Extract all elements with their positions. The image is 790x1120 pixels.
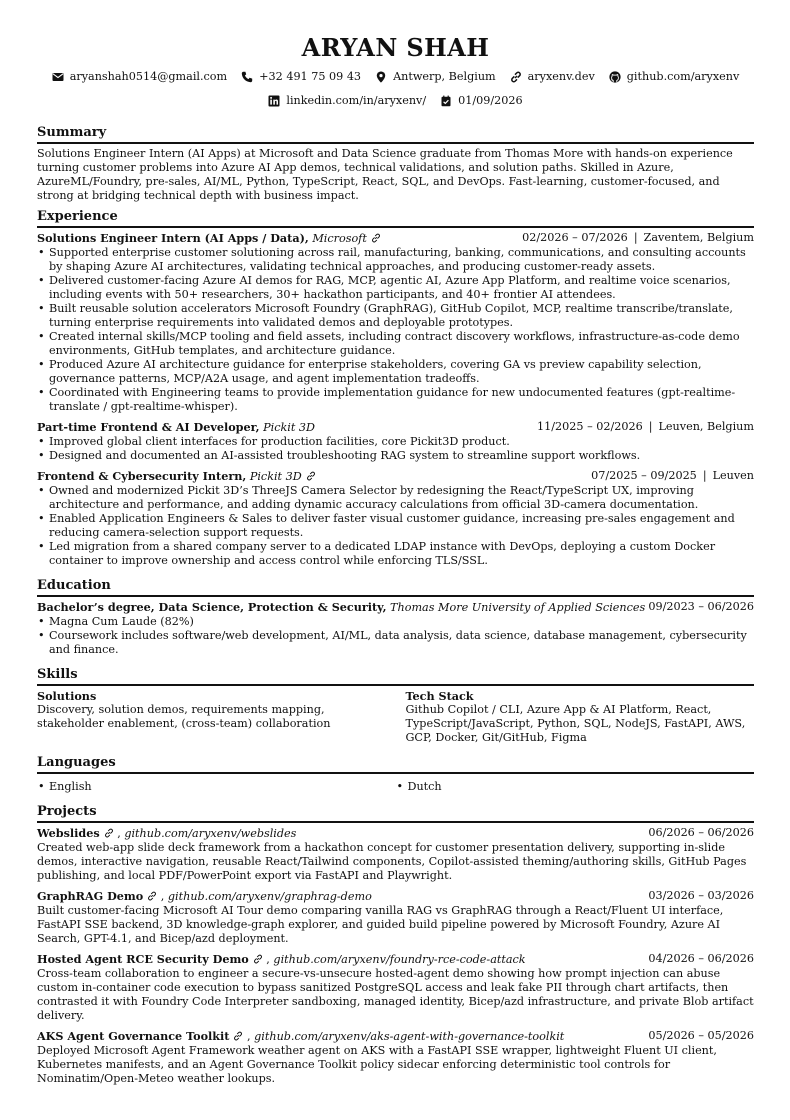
project-name: AKS Agent Governance Toolkit <box>37 1029 230 1043</box>
list-item: • Designed and documented an AI-assisted troubleshooting RAG system to streamline support workflows. <box>49 449 754 463</box>
contact-location <box>375 65 496 89</box>
calendar-icon <box>440 95 452 107</box>
projects-heading: Projects <box>37 804 754 823</box>
list-item: • Created internal skills/MCP tooling and field assets, including contract discovery workflows, infrastructure-as-code demo environments, GitHub templates, and architecture guidance. <box>49 330 754 358</box>
skills-subheading: Solutions <box>37 689 97 703</box>
contact-phone-text: +32 491 75 09 43 <box>259 70 362 83</box>
experience-entry: Solutions Engineer Intern (AI Apps / Data), Microsoft 02/2026 – 07/2026 | Zaventem, Belgium • Supported enterprise customer solutioning across rail, manufacturing, banking, communications, and consulting accounts by shaping Azure AI architectures, validating technical approaches, and producing customer-ready assets. • Delivered customer-facing Azure AI demos for RAG, MCP, agentic AI, Azure App Platform, and realtime voice scenarios, including events with 50+ researchers, 30+ hackathon participants, and 40+ frontier AI attendees. • Built reusable solution accelerators Microsoft Foundry (GraphRAG), GitHub Copilot, MCP, realtime transcribe/translate, turning enterprise requirements into validated demos and deployable prototypes. • Created internal skills/MCP tooling and field assets, including contract discovery workflows, infrastructure-as-code demo environments, GitHub templates, and architecture guidance. • Produced Azure AI architecture guidance for enterprise stakeholders, covering GA vs preview capability selection, governance patterns, MCP/A2A usage, and agent implementation tradeoffs. • Coordinated with Engineering teams to provide implementation guidance for new undocumented features (gpt-realtime-translate / gpt-realtime-whisper). <box>37 231 754 414</box>
project-dates: 05/2026 – 05/2026 <box>648 1029 754 1042</box>
skills-subheading: Tech Stack <box>405 689 474 703</box>
skills-section <box>37 667 754 745</box>
job-title: Frontend & Cybersecurity Intern, <box>37 469 247 483</box>
list-item: • Improved global client interfaces for production facilities, core Pickit3D product. <box>49 435 754 449</box>
skills-text: Discovery, solution demos, requirements mapping, stakeholder enablement, (cross-team) collaboration <box>37 703 331 730</box>
project-dates: 03/2026 – 03/2026 <box>648 889 754 902</box>
project-description: Deployed Microsoft Agent Framework weather agent on AKS with a FastAPI SSE wrapper, lightweight Fluent UI client, Kubernetes manifests, and an Agent Governance Toolkit policy sidecar enforcing deterministic tool controls for Nominatim/Open-Meteo weather lookups. <box>37 1044 717 1085</box>
list-item: • Magna Cum Laude (82%) <box>49 615 754 629</box>
project-url[interactable]: github.com/aryxenv/webslides <box>124 827 297 840</box>
contact-linkedin-text: linkedin.com/in/aryxenv/ <box>286 94 427 107</box>
project-entry: Webslides , github.com/aryxenv/webslides 06/2026 – 06/2026 Created web-app slide deck framework from a hackathon concept for customer presentation delivery, supporting in-slide demos, interactive navigation, reusable React/Tailwind components, Copilot-assisted theming/authoring skills, GitHub Pages publishing, and local PDF/PowerPoint export via FastAPI and Playwright. <box>37 826 754 882</box>
email-icon <box>52 71 64 83</box>
contact-linkedin[interactable] <box>268 89 426 113</box>
projects-section <box>37 804 754 1086</box>
contact-date <box>440 89 522 113</box>
job-bullets <box>37 246 754 414</box>
project-url[interactable]: github.com/aryxenv/foundry-rce-code-attack <box>273 953 526 966</box>
project-entry: Hosted Agent RCE Security Demo , github.com/aryxenv/foundry-rce-code-attack 04/2026 – 06/2026 Cross-team collaboration to engineer a secure-vs-unsecure hosted-agent demo showing how prompt injection can abuse custom in-container code execution to bypass sanitized PostgreSQL access and leak fake PII through chart artifacts, then contrasted it with Foundry Code Interpreter sandboxing, managed identity, Bicep/azd infrastructure, and private Blob artifact delivery. <box>37 952 754 1022</box>
education-heading: Education <box>37 578 754 597</box>
link-icon[interactable] <box>253 954 263 964</box>
github-icon <box>609 71 621 83</box>
project-url[interactable]: github.com/aryxenv/aks-agent-with-governance-toolkit <box>254 1030 565 1043</box>
project-name: Hosted Agent RCE Security Demo <box>37 952 249 966</box>
list-item: • Built reusable solution accelerators Microsoft Foundry (GraphRAG), GitHub Copilot, MCP, realtime transcribe/translate, turning enterprise requirements into validated demos and deployable prototypes. <box>49 302 754 330</box>
project-description: Created web-app slide deck framework from a hackathon concept for customer presentation delivery, supporting in-slide demos, interactive navigation, reusable React/Tailwind components, Copilot-assisted theming/authoring skills, GitHub Pages publishing, and local PDF/PowerPoint export via FastAPI and Playwright. <box>37 841 747 882</box>
list-item: • Produced Azure AI architecture guidance for enterprise stakeholders, covering GA vs preview capability selection, governance patterns, MCP/A2A usage, and agent implementation tradeoffs. <box>49 358 754 386</box>
skills-text: Github Copilot / CLI, Azure App & AI Platform, React, TypeScript/JavaScript, Python, SQL, NodeJS, FastAPI, AWS, GCP, Docker, Git/GitHub, Figma <box>405 703 746 744</box>
education-section <box>37 578 754 657</box>
linkedin-icon <box>268 95 280 107</box>
job-dates: 11/2025 – 02/2026 <box>537 420 643 433</box>
link-icon[interactable] <box>104 828 114 838</box>
list-item: • Delivered customer-facing Azure AI demos for RAG, MCP, agentic AI, Azure App Platform, and realtime voice scenarios, including events with 50+ researchers, 30+ hackathon participants, and 40+ frontier AI attendees. <box>49 274 754 302</box>
contact-bar <box>37 65 754 113</box>
job-title: Solutions Engineer Intern (AI Apps / Data), <box>37 231 309 245</box>
contact-phone[interactable] <box>241 65 361 89</box>
experience-entry: Frontend & Cybersecurity Intern, Pickit 3D 07/2025 – 09/2025 | Leuven • Owned and modernized Pickit 3D’s ThreeJS Camera Selector by redesigning the React/TypeScript UX, improving architecture and performance, and adding dynamic accuracy calculations from official 3D-camera documentation. • Enabled Application Engineers & Sales to deliver faster visual customer guidance, increasing pre-sales engagement and reducing camera-selection support requests. • Led migration from a shared company server to a dedicated LDAP instance with DevOps, deploying a custom Docker container to improve ownership and access control while enforcing TLS/SSL. <box>37 469 754 568</box>
languages-section <box>37 755 754 794</box>
skills-grid <box>37 689 754 745</box>
job-location: Leuven <box>712 469 754 482</box>
experience-section <box>37 209 754 568</box>
project-dates: 04/2026 – 06/2026 <box>648 952 754 965</box>
contact-location-text: Antwerp, Belgium <box>393 70 496 83</box>
link-icon[interactable] <box>306 471 316 481</box>
list-item: • English <box>49 780 396 794</box>
summary-section <box>37 125 754 203</box>
link-icon[interactable] <box>233 1031 243 1041</box>
school-name: Thomas More University of Applied Sciences <box>390 601 646 614</box>
job-location: Zaventem, Belgium <box>643 231 754 244</box>
project-url[interactable]: github.com/aryxenv/graphrag-demo <box>167 890 372 903</box>
job-title: Part-time Frontend & AI Developer, <box>37 420 260 434</box>
skills-column <box>37 689 386 745</box>
contact-date-text: 01/09/2026 <box>458 94 523 107</box>
list-item: • Led migration from a shared company server to a dedicated LDAP instance with DevOps, deploying a custom Docker container to improve ownership and access control while enforcing TLS/SSL. <box>49 540 754 568</box>
list-item: • Supported enterprise customer solutioning across rail, manufacturing, banking, communications, and consulting accounts by shaping Azure AI architectures, validating technical approaches, and producing customer-ready assets. <box>49 246 754 274</box>
contact-website[interactable] <box>510 65 595 89</box>
contact-website-text: aryxenv.dev <box>527 70 595 83</box>
job-bullets <box>37 435 754 463</box>
contact-github-text: github.com/aryxenv <box>626 70 740 83</box>
link-icon <box>510 71 522 83</box>
education-entry <box>37 600 754 657</box>
location-icon <box>375 71 387 83</box>
project-dates: 06/2026 – 06/2026 <box>648 826 754 839</box>
project-name: GraphRAG Demo <box>37 889 144 903</box>
project-description: Cross-team collaboration to engineer a secure-vs-unsecure hosted-agent demo showing how prompt injection can abuse custom in-container code execution to bypass sanitized PostgreSQL access and leak fake PII through chart artifacts, then contrasted it with Foundry Code Interpreter sandboxing, managed identity, Bicep/azd infrastructure, and private Blob artifact delivery. <box>37 967 754 1022</box>
list-item: • Dutch <box>408 780 755 794</box>
phone-icon <box>241 71 253 83</box>
degree-title: Bachelor’s degree, Data Science, Protection & Security, <box>37 600 387 614</box>
job-dates: 07/2025 – 09/2025 <box>591 469 697 482</box>
skills-heading: Skills <box>37 667 754 686</box>
experience-entry: Part-time Frontend & AI Developer, Pickit 3D 11/2025 – 02/2026 | Leuven, Belgium • Improved global client interfaces for production facilities, core Pickit3D product. • Designed and documented an AI-assisted troubleshooting RAG system to streamline support workflows. <box>37 420 754 463</box>
project-entry: GraphRAG Demo , github.com/aryxenv/graphrag-demo 03/2026 – 03/2026 Built customer-facing Microsoft AI Tour demo comparing vanilla RAG vs GraphRAG through a React/Fluent UI interface, FastAPI SSE backend, 3D knowledge-graph explorer, and guided build pipeline powered by Microsoft Foundry, Azure AI Search, GPT-4.1, and Bicep/azd deployment. <box>37 889 754 945</box>
project-entry: AKS Agent Governance Toolkit , github.com/aryxenv/aks-agent-with-governance-toolkit 05/2026 – 05/2026 Deployed Microsoft Agent Framework weather agent on AKS with a FastAPI SSE wrapper, lightweight Fluent UI client, Kubernetes manifests, and an Agent Governance Toolkit policy sidecar enforcing deterministic tool controls for Nominatim/Open-Meteo weather lookups. <box>37 1029 754 1085</box>
job-dates: 02/2026 – 07/2026 <box>522 231 628 244</box>
contact-github[interactable] <box>609 65 740 89</box>
project-name: Webslides <box>37 826 100 840</box>
summary-heading: Summary <box>37 125 754 144</box>
link-icon[interactable] <box>147 891 157 901</box>
education-bullets <box>37 615 754 657</box>
summary-text: Solutions Engineer Intern (AI Apps) at Microsoft and Data Science graduate from Thomas More with hands-on experience turning customer problems into Azure AI App demos, technical validations, and solution paths. Skilled in Azure, AzureML/Foundry, pre-sales, AI/ML, Python, TypeScript, React, SQL, and DevOps. Fast-learning, customer-focused, and strong at bridging technical depth with business impact. <box>37 147 733 202</box>
job-location: Leuven, Belgium <box>658 420 754 433</box>
list-item: • Coordinated with Engineering teams to provide implementation guidance for new undocumented features (gpt-realtime-translate / gpt-realtime-whisper). <box>49 386 754 414</box>
company-name: Microsoft <box>312 232 367 245</box>
contact-email-text: aryanshah0514@gmail.com <box>69 70 228 83</box>
list-item: • Coursework includes software/web development, AI/ML, data analysis, data science, database management, cybersecurity and finance. <box>49 629 754 657</box>
education-dates: 09/2023 – 06/2026 <box>648 600 754 613</box>
languages-grid <box>37 777 754 794</box>
skills-column <box>406 689 755 745</box>
project-description: Built customer-facing Microsoft AI Tour demo comparing vanilla RAG vs GraphRAG through a React/Fluent UI interface, FastAPI SSE backend, 3D knowledge-graph explorer, and guided build pipeline powered by Microsoft Foundry, Azure AI Search, GPT-4.1, and Bicep/azd deployment. <box>37 904 724 945</box>
link-icon[interactable] <box>371 233 381 243</box>
list-item: • Owned and modernized Pickit 3D’s ThreeJS Camera Selector by redesigning the React/TypeScript UX, improving architecture and performance, and adding dynamic accuracy calculations from official 3D-camera documentation. <box>49 484 754 512</box>
experience-heading: Experience <box>37 209 754 228</box>
candidate-name: ARYAN SHAH <box>301 33 490 62</box>
contact-email[interactable] <box>52 65 227 89</box>
company-name: Pickit 3D <box>263 421 316 434</box>
list-item: • Enabled Application Engineers & Sales to deliver faster visual customer guidance, increasing pre-sales engagement and reducing camera-selection support requests. <box>49 512 754 540</box>
languages-heading: Languages <box>37 755 754 774</box>
job-bullets <box>37 484 754 568</box>
company-name: Pickit 3D <box>249 470 302 483</box>
